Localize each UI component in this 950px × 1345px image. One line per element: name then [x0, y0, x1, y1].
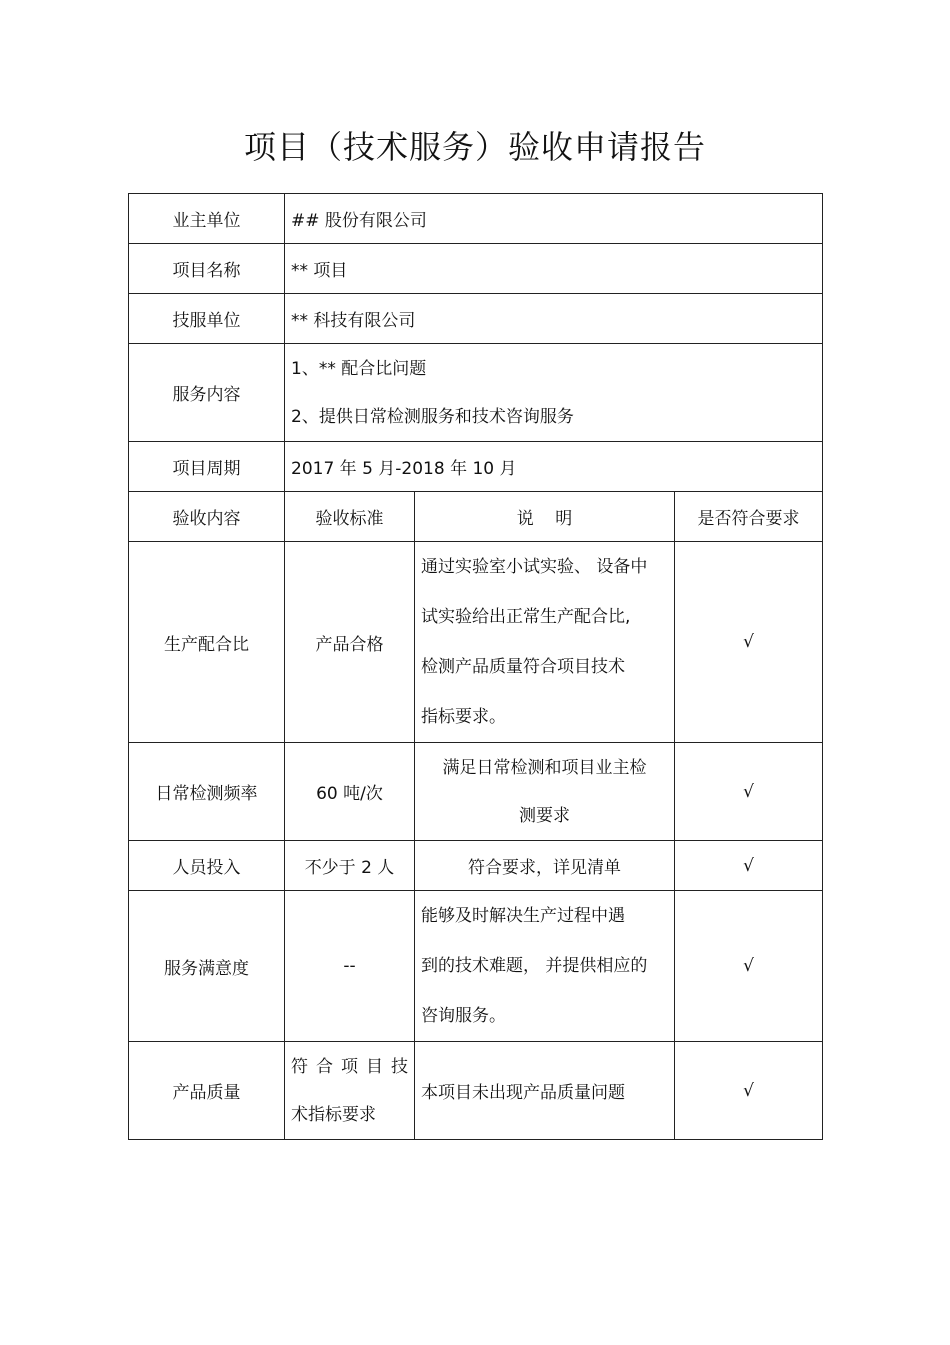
column-header: 说 明	[415, 492, 675, 542]
table-row	[129, 841, 823, 891]
description-line: 检测产品质量符合项目技术	[421, 657, 625, 677]
acceptance-item: 服务满意度	[129, 891, 285, 1042]
description-line: 指标要求。	[421, 707, 506, 727]
standard-line: 符合项目技	[291, 1056, 408, 1077]
column-header: 是否符合要求	[675, 492, 823, 542]
check-mark: √	[675, 743, 823, 841]
acceptance-standard: 产品合格	[285, 542, 415, 743]
acceptance-standard: 不少于 2 人	[285, 841, 415, 891]
check-mark: √	[675, 891, 823, 1042]
acceptance-description	[415, 542, 675, 743]
acceptance-form-table	[128, 193, 823, 1140]
table-row	[129, 194, 823, 244]
acceptance-item: 人员投入	[129, 841, 285, 891]
description-line: 满足日常检测和项目业主检	[442, 757, 647, 778]
table-row	[129, 294, 823, 344]
acceptance-description	[415, 891, 675, 1042]
acceptance-description	[415, 841, 675, 891]
check-mark: √	[675, 841, 823, 891]
acceptance-standard: --	[285, 891, 415, 1042]
table-row	[129, 542, 823, 743]
description-line: 试实验给出正常生产配合比,	[421, 607, 631, 627]
table-row	[129, 442, 823, 492]
description-line: 能够及时解决生产过程中遇	[421, 906, 625, 926]
acceptance-standard: 60 吨/次	[285, 743, 415, 841]
column-header: 验收标准	[285, 492, 415, 542]
table-row	[129, 743, 823, 841]
owner-value: ## 股份有限公司	[285, 194, 823, 244]
provider-value: ** 科技有限公司	[285, 294, 823, 344]
acceptance-standard	[285, 1042, 415, 1140]
owner-label: 业主单位	[129, 194, 285, 244]
table-row	[129, 891, 823, 1042]
content-line: 1、** 配合比问题	[291, 358, 427, 379]
acceptance-description	[415, 1042, 675, 1140]
table-row	[129, 244, 823, 294]
description-line: 通过实验室小试实验、 设备中	[421, 557, 648, 577]
acceptance-item: 产品质量	[129, 1042, 285, 1140]
page-title: 项目（技术服务）验收申请报告	[243, 128, 706, 166]
acceptance-description	[415, 743, 675, 841]
description-line: 咨询服务。	[421, 1006, 506, 1026]
content-label: 服务内容	[129, 344, 285, 442]
description-line: 符合要求，详见清单	[468, 858, 621, 878]
table-header-row	[129, 492, 823, 542]
acceptance-item: 日常检测频率	[129, 743, 285, 841]
description-line: 本项目未出现产品质量问题	[421, 1083, 625, 1103]
column-header: 验收内容	[129, 492, 285, 542]
check-mark: √	[675, 542, 823, 743]
project-value: ** 项目	[285, 244, 823, 294]
table-row	[129, 344, 823, 442]
period-value: 2017 年 5 月-2018 年 10 月	[285, 442, 823, 492]
acceptance-item: 生产配合比	[129, 542, 285, 743]
check-mark: √	[675, 1042, 823, 1140]
description-line: 到的技术难题， 并提供相应的	[421, 956, 648, 976]
provider-label: 技服单位	[129, 294, 285, 344]
standard-line: 术指标要求	[291, 1104, 376, 1125]
content-line: 2、提供日常检测服务和技术咨询服务	[291, 406, 574, 427]
description-line: 测要求	[519, 805, 570, 826]
period-label: 项目周期	[129, 442, 285, 492]
project-label: 项目名称	[129, 244, 285, 294]
content-value	[285, 344, 823, 442]
table-row	[129, 1042, 823, 1140]
